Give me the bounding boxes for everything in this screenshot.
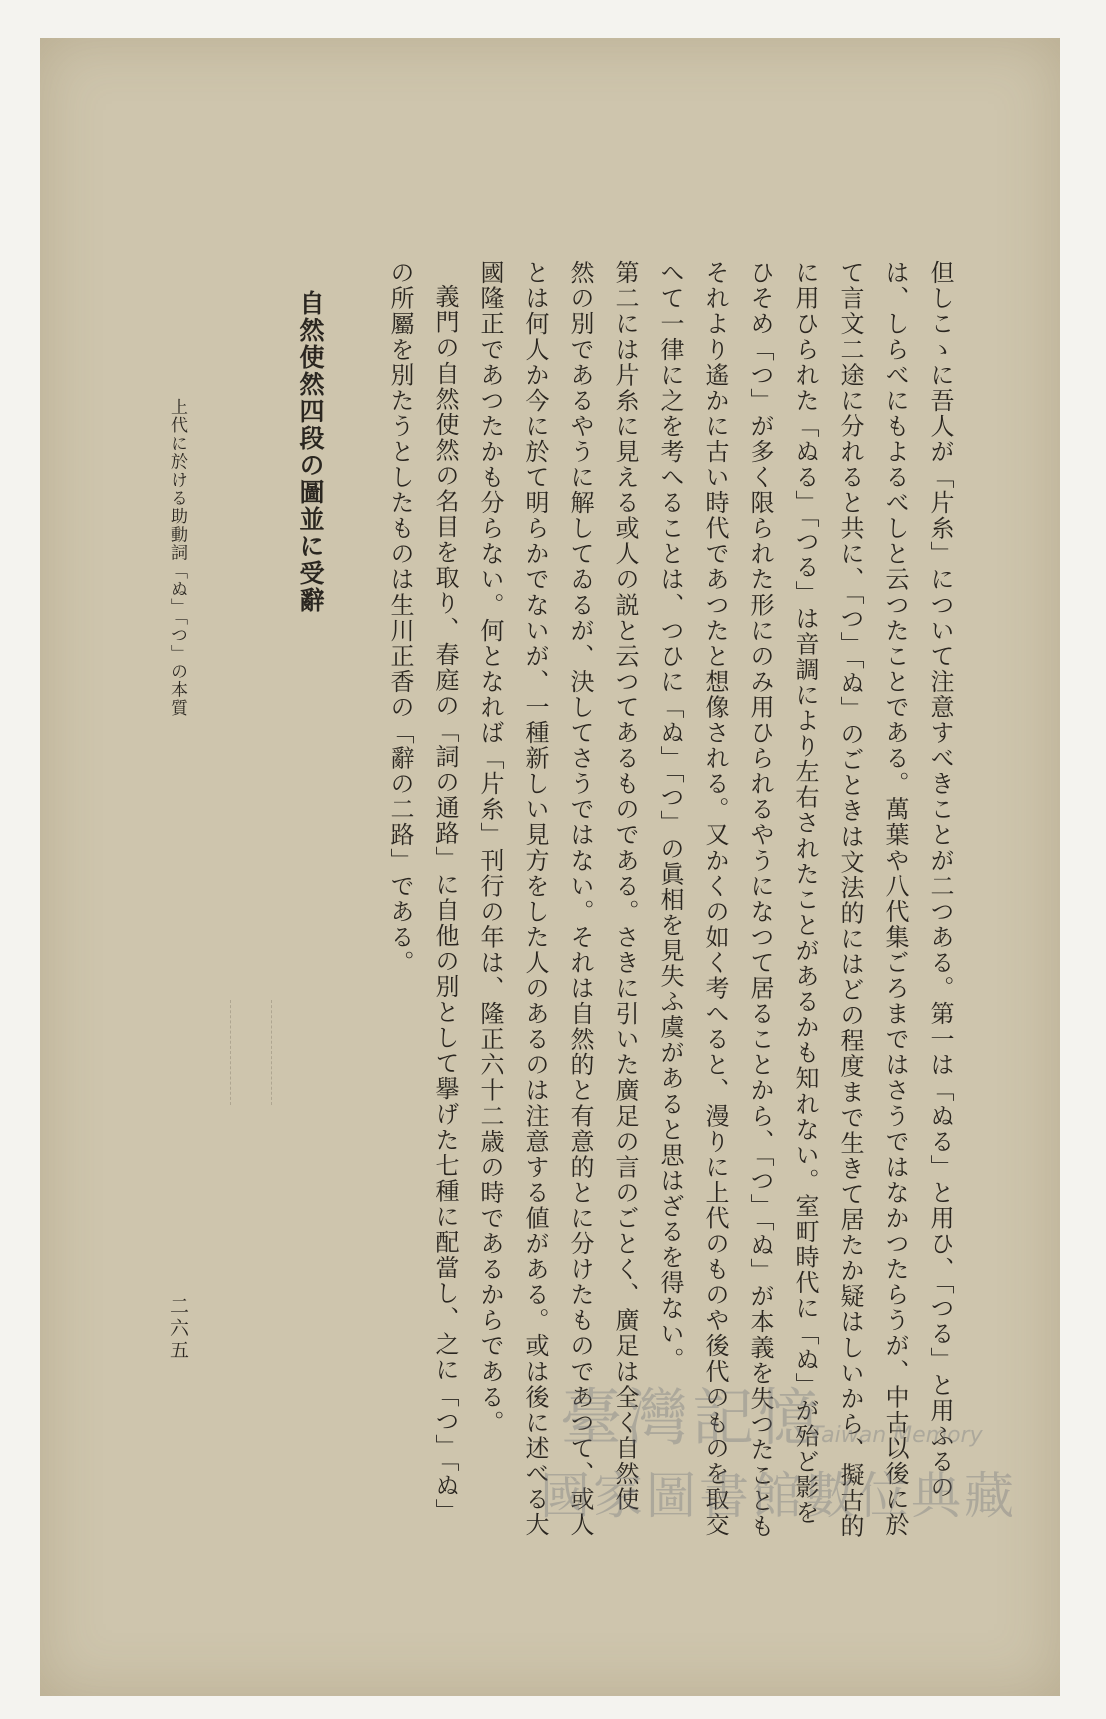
body-line: の所屬を別たうとしたものは生川正香の「辭の二路」である。 — [386, 260, 414, 976]
watermark-institution: 國家圖書館數位典藏 — [540, 1467, 1017, 1525]
watermark-logo-subtext: Taiwan Memory — [810, 1423, 983, 1448]
page-number: 二六五 — [167, 1296, 189, 1362]
body-line: とは何人か今に於て明らかでないが、一種新しい見方をした人のあるのは注意する値がある。或は後に述べる大 — [521, 260, 549, 1538]
body-line: 義門の自然使然の名目を取り、春庭の「詞の通路」に自他の別として擧げた七種に配當し、之に「つ」「ぬ」 — [431, 284, 459, 1524]
book-page — [40, 38, 1060, 1696]
body-line: 然の別であるやうに解してゐるが、決してさうではない。それは自然的と有意的とに分けたものであつて、或人 — [566, 260, 594, 1538]
library-stamp-mark — [230, 1000, 272, 1105]
section-heading: 自然使然四段の圖並に受辭 — [296, 290, 325, 614]
body-line: 國隆正であつたかも分らない。何となれば「片糸」刊行の年は、隆正六十二歳の時であるからである。 — [476, 260, 504, 1436]
body-line: 第二には片糸に見える或人の説と云つてあるものである。さきに引いた廣足の言のごとく、廣足は全く自然使 — [611, 260, 639, 1512]
body-line: ひそめ「つ」が多く限られた形にのみ用ひられるやうになつて居ることから、「つ」「ぬ」が本義を失つたことも — [746, 260, 774, 1540]
body-line: は、しらべにもよるべしと云つたことである。萬葉や八代集ごろまではさうではなかつたらうが、中古以後に於 — [881, 260, 909, 1538]
body-line: に用ひられた「ぬる」「つる」は音調により左右されたことがあるかも知れない。室町時代に「ぬ」が殆ど影を — [791, 260, 819, 1526]
running-header: 上代に於ける助動詞「ぬ」「つ」の本質 — [167, 398, 187, 718]
body-line: それより遙かに古い時代であつたと想像される。又かくの如く考へると、漫りに上代のものや後代のものを取交 — [701, 260, 729, 1538]
watermark-logo-text: 臺灣記憶 — [560, 1381, 825, 1454]
body-line: 但しこゝに吾人が「片糸」について注意すべきことが二つある。第一は「ぬる」と用ひ、「つる」と用ふるの — [926, 260, 954, 1500]
body-line: へて一律に之を考へることは、つひに「ぬ」「つ」の眞相を見失ふ虞があると思はざるを得ない。 — [656, 260, 684, 1373]
body-line: て言文二途に分れると共に、「つ」「ぬ」のごときは文法的にはどの程度まで生きて居たか疑はしいから、擬古的 — [836, 260, 864, 1540]
